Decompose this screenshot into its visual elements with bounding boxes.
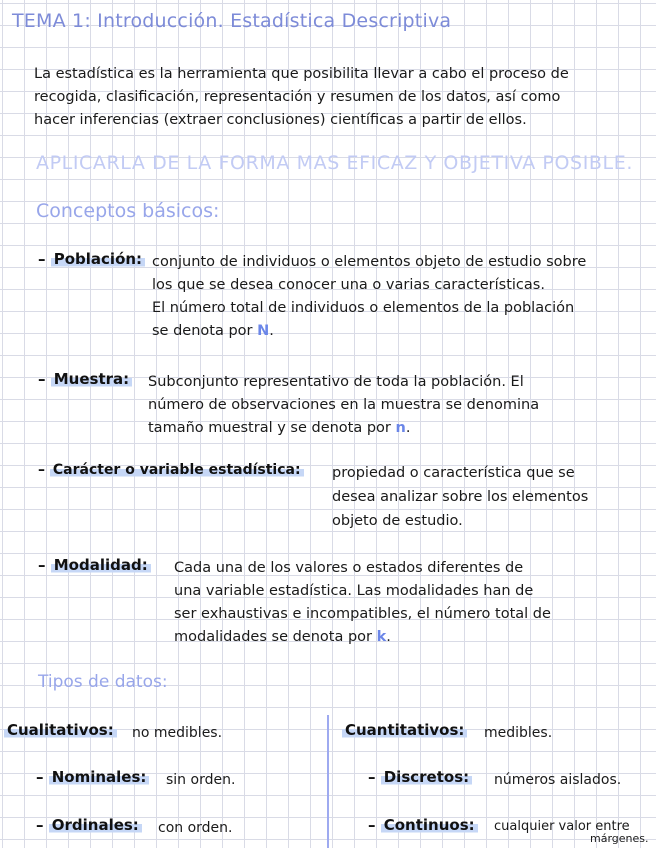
ordinales-label: Ordinales: (49, 816, 142, 834)
caracter-label: Carácter o variable estadística: (50, 462, 304, 478)
intro-line-1: La estadística es la herramienta que posibilita llevar a cabo el proceso de (34, 66, 569, 82)
muestra-label: Muestra: (51, 370, 132, 388)
cuantitativos-desc: medibles. (484, 725, 553, 741)
modalidad-line-2: una variable estadística. Las modalidades han de (174, 583, 534, 599)
ordinales-desc: con orden. (158, 820, 233, 836)
nominales-term: – Nominales: (36, 768, 149, 786)
column-divider (327, 715, 329, 848)
muestra-line-2: número de observaciones en la muestra se denomina (148, 397, 540, 413)
modalidad-line-4 (174, 627, 391, 648)
cualitativos-label: Cualitativos: (4, 721, 117, 739)
muestra-term: – Muestra: (38, 370, 132, 388)
page-title: TEMA 1: Introducción. Estadística Descriptiva (12, 10, 452, 32)
tipos-heading: Tipos de datos: (38, 672, 168, 692)
cuantitativos-term (342, 721, 467, 739)
caracter-line-2: desea analizar sobre los elementos (332, 489, 589, 505)
muestra-symbol: n (395, 420, 406, 436)
modalidad-line-1: Cada una de los valores o estados diferentes de (174, 560, 524, 576)
discretos-term: – Discretos: (368, 768, 472, 786)
modalidad-symbol: k (376, 629, 387, 645)
poblacion-line-3: El número total de individuos o elementos de la población (152, 300, 575, 316)
cuantitativos-label: Cuantitativos: (342, 721, 467, 739)
poblacion-line-4 (152, 321, 274, 342)
continuos-label: Continuos: (381, 816, 478, 834)
muestra-denote-text: tamaño muestral y se denota por (148, 420, 391, 436)
poblacion-symbol: N (257, 323, 270, 339)
poblacion-denote-text: se denota por (152, 323, 253, 339)
intro-line-2: recogida, clasificación, representación y resumen de los datos, así como (34, 89, 561, 105)
cualitativos-term (4, 721, 117, 739)
intro-line-3: hacer inferencias (extraer conclusiones) científicas a partir de ellos. (34, 112, 527, 128)
continuos-desc: cualquier valor entre (494, 819, 630, 834)
nominales-desc: sin orden. (166, 772, 236, 788)
poblacion-line-1: conjunto de individuos o elementos objeto de estudio sobre (152, 254, 587, 270)
modalidad-label: Modalidad: (51, 556, 151, 574)
caracter-term: – Carácter o variable estadística: (38, 462, 304, 478)
highlight-statement: APLICARLA DE LA FORMA MAS EFICAZ Y OBJETIVA POSIBLE. (36, 152, 633, 174)
cualitativos-desc: no medibles. (132, 725, 223, 741)
caracter-line-1: propiedad o característica que se (332, 465, 575, 481)
concepts-heading: Conceptos básicos: (36, 200, 220, 222)
muestra-line-1: Subconjunto representativo de toda la población. El (148, 374, 524, 390)
continuos-term: – Continuos: (368, 816, 478, 834)
discretos-label: Discretos: (381, 768, 472, 786)
continuos-desc-2: márgenes. (590, 832, 649, 845)
caracter-line-3: objeto de estudio. (332, 513, 463, 529)
modalidad-denote-text: modalidades se denota por (174, 629, 373, 645)
poblacion-line-2: los que se desea conocer una o varias características. (152, 277, 545, 293)
poblacion-period: . (269, 323, 274, 339)
poblacion-label: Población: (51, 250, 145, 268)
muestra-line-3 (148, 418, 410, 439)
nominales-label: Nominales: (49, 768, 150, 786)
muestra-period: . (405, 420, 411, 436)
discretos-desc: números aislados. (494, 772, 622, 788)
modalidad-line-3: ser exhaustivas e incompatibles, el número total de (174, 606, 551, 622)
ordinales-term: – Ordinales: (36, 816, 142, 834)
modalidad-period: . (386, 629, 391, 645)
modalidad-term: – Modalidad: (38, 556, 151, 574)
poblacion-term: – Población: (38, 250, 145, 268)
